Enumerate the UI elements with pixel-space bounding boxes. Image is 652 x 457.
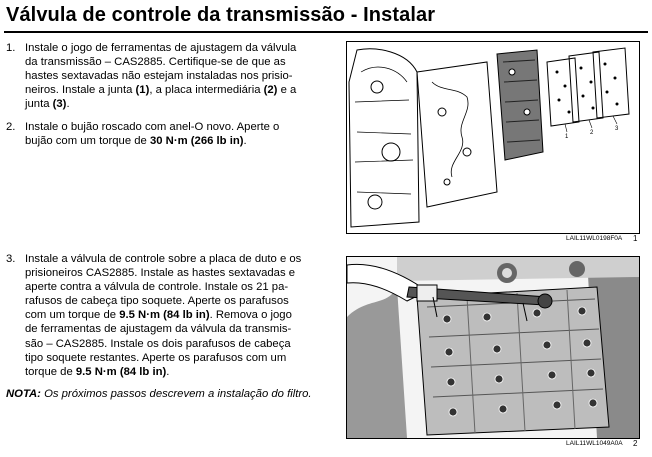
step-line: tipo soquete restantes. Aperte os parafusos com um xyxy=(25,351,287,364)
page-title: Válvula de controle da transmissão - Instalar xyxy=(6,4,436,26)
step-line: torque de 9.5 N·m (84 lb in). xyxy=(25,365,170,378)
figure-1-number: 1 xyxy=(633,234,638,243)
step-line: junta (3). xyxy=(25,98,70,111)
step-line: hastes sextavadas não estejam instaladas nos prisio- xyxy=(25,70,293,83)
callout-3: 3 xyxy=(615,126,619,132)
step-number: 2. xyxy=(6,121,16,133)
step-line: prisioneiros CAS2885. Instale as hastes sextavadas e xyxy=(25,267,296,280)
step-text xyxy=(25,252,301,379)
figure-1-illustration xyxy=(346,41,640,234)
step-text xyxy=(25,120,279,148)
valve-body-gasket-drawing xyxy=(347,42,639,233)
note xyxy=(6,387,324,401)
step-line: bujão com um torque de 30 N·m (266 lb in). xyxy=(25,135,247,148)
step-line: rafusos de cabeça tipo soquete. Aperte os parafusos xyxy=(25,295,289,308)
step-line: são – CAS2885. Instale os dois parafusos de cabeça xyxy=(25,337,291,350)
title-rule xyxy=(4,31,648,33)
step-line: neiros. Instale a junta (1), a placa intermediária (2) e a xyxy=(25,84,297,97)
callout-1: 1 xyxy=(565,134,569,140)
step-line: de ferramentas de ajustagem da válvula da transmis- xyxy=(25,323,292,336)
step-line: Instale o jogo de ferramentas de ajustagem da válvula xyxy=(25,42,297,54)
step-text xyxy=(25,41,296,111)
figure-2-number: 2 xyxy=(633,439,638,448)
step-line: Instale o bujão roscado com anel-O novo. Aperte o xyxy=(25,121,280,133)
note-text: Os próximos passos descrevem a instalação do filtro. xyxy=(44,388,312,400)
control-valve-install-drawing xyxy=(347,257,639,438)
callout-2: 2 xyxy=(590,130,594,136)
step-line: Instale a válvula de controle sobre a placa de duto e os xyxy=(25,253,302,265)
step-number: 1. xyxy=(6,42,16,54)
step-line: da transmissão – CAS2885. Certifique-se de que as xyxy=(25,56,286,69)
figure-2-illustration xyxy=(346,256,640,439)
figure-2-caption: LAIL11WL1049A0A xyxy=(566,440,623,447)
figure-1-caption: LAIL11WL0198F0A xyxy=(566,235,623,242)
note-label: NOTA: xyxy=(6,388,41,400)
step-line: com um torque de 9.5 N·m (84 lb in). Remova o jogo xyxy=(25,309,292,322)
step-line: aperte contra a válvula de controle. Instale os 21 pa- xyxy=(25,281,289,294)
step-number: 3. xyxy=(6,253,16,265)
